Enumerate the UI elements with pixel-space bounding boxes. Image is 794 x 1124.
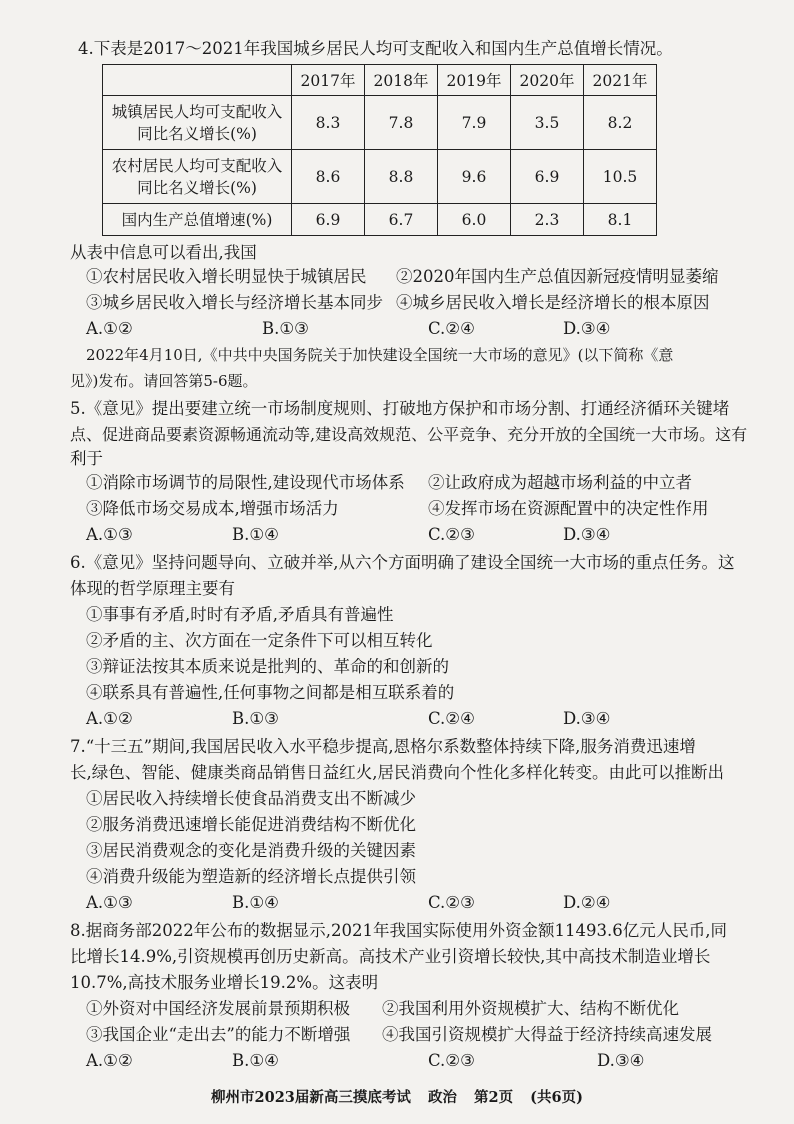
table-cell: 6.9 — [511, 150, 584, 204]
q4-choice-b: B.①③ — [262, 319, 309, 338]
footer-subject: 政治 — [427, 1089, 457, 1106]
footer-page-number: 第2页 — [474, 1089, 514, 1106]
q5-choice-b: B.①④ — [232, 525, 279, 544]
row-label-line: 同比名义增长(%) — [137, 178, 257, 197]
q8-choice-b: B.①④ — [232, 1051, 279, 1070]
q7-choice-b: B.①④ — [232, 893, 279, 912]
table-cell: 8.8 — [365, 150, 438, 204]
table-cell: 9.6 — [438, 150, 511, 204]
table-row — [103, 96, 657, 150]
q6-item-3: ③辩证法按其本质来说是批判的、革命的和创新的 — [86, 657, 449, 676]
q5-stem-line1: 5.《意见》提出要建立统一市场制度规则、打破地方保护和市场分割、打通经济循环关键堵 — [70, 399, 730, 418]
q6-stem-line2: 体现的哲学原理主要有 — [70, 579, 235, 598]
table-row — [103, 150, 657, 204]
table-row-label — [103, 204, 292, 236]
q7-choice-a: A.①③ — [86, 893, 133, 912]
q6-item-4: ④联系具有普遍性,任何事物之间都是相互联系着的 — [86, 683, 455, 702]
q4-income-table — [102, 64, 657, 236]
table-cell: 8.2 — [584, 96, 657, 150]
row-label-line: 国内生产总值增速(%) — [121, 210, 273, 229]
q4-item-4: ④城乡居民收入增长是经济增长的根本原因 — [396, 293, 710, 312]
q4-item-2: ②2020年国内生产总值因新冠疫情明显萎缩 — [396, 267, 719, 286]
q8-stem-line3: 10.7%,高技术服务业增长19.2%。这表明 — [70, 973, 379, 992]
table-header-cell: 2017年 — [292, 65, 365, 96]
q5-stem-line2: 点、促进商品要素资源畅通流动等,建设高效规范、公平竞争、充分开放的全国统一大市场。这有 — [70, 425, 748, 444]
q4-choice-a: A.①② — [86, 319, 133, 338]
q4-choice-d: D.③④ — [563, 319, 611, 338]
q8-stem-line2: 比增长14.9%,引资规模再创历史新高。高技术产业引资增长较快,其中高技术制造业增长 — [70, 947, 711, 966]
q7-stem-line1: 7.“十三五”期间,我国居民收入水平稳步提高,恩格尔系数整体持续下降,服务消费迅速增 — [70, 737, 696, 756]
table-row-label — [103, 150, 292, 204]
q7-item-4: ④消费升级能为塑造新的经济增长点提供引领 — [86, 867, 416, 886]
q7-item-1: ①居民收入持续增长使食品消费支出不断减少 — [86, 789, 416, 808]
table-cell: 3.5 — [511, 96, 584, 150]
row-label-line: 城镇居民人均可支配收入 — [111, 102, 283, 121]
q7-stem-line2: 长,绿色、智能、健康类商品销售日益红火,居民消费向个性化多样化转变。由此可以推断出 — [70, 763, 724, 782]
q5-stem-line3: 利于 — [70, 449, 103, 468]
intro-5-6-line2: 见》)发布。请回答第5-6题。 — [70, 372, 258, 390]
table-cell: 6.9 — [292, 204, 365, 236]
footer-total-pages: (共6页) — [530, 1089, 583, 1106]
q6-choice-c: C.②④ — [428, 709, 475, 728]
table-header-cell: 2019年 — [438, 65, 511, 96]
footer-exam-title: 柳州市2023届新高三摸底考试 — [211, 1089, 411, 1106]
q7-choice-d: D.②④ — [563, 893, 611, 912]
q5-choice-a: A.①③ — [86, 525, 133, 544]
table-cell: 7.9 — [438, 96, 511, 150]
table-cell: 2.3 — [511, 204, 584, 236]
row-label-line: 农村居民人均可支配收入 — [111, 156, 283, 175]
q5-item-3: ③降低市场交易成本,增强市场活力 — [86, 499, 339, 518]
table-header-row — [103, 65, 657, 96]
q6-stem-line1: 6.《意见》坚持问题导向、立破并举,从六个方面明确了建设全国统一大市场的重点任务。这 — [70, 553, 735, 572]
q8-item-3: ③我国企业“走出去”的能力不断增强 — [86, 1025, 351, 1044]
q4-item-1: ①农村居民收入增长明显快于城镇居民 — [86, 267, 367, 286]
table-cell: 7.8 — [365, 96, 438, 150]
q8-choice-c: C.②③ — [428, 1051, 475, 1070]
q8-choice-d: D.③④ — [597, 1051, 645, 1070]
q4-item-3: ③城乡居民收入增长与经济增长基本同步 — [86, 293, 383, 312]
page-footer — [0, 1086, 794, 1107]
table-row — [103, 204, 657, 236]
q8-item-2: ②我国利用外资规模扩大、结构不断优化 — [382, 999, 679, 1018]
q5-choice-c: C.②③ — [428, 525, 475, 544]
q7-choice-c: C.②③ — [428, 893, 475, 912]
table-cell: 8.1 — [584, 204, 657, 236]
q4-choice-c: C.②④ — [428, 319, 475, 338]
table-header-cell: 2021年 — [584, 65, 657, 96]
q4-lead: 从表中信息可以看出,我国 — [70, 243, 257, 262]
table-cell: 8.6 — [292, 150, 365, 204]
q8-stem-line1: 8.据商务部2022年公布的数据显示,2021年我国实际使用外资金额11493.6亿元人民币,同 — [70, 921, 727, 940]
q7-item-3: ③居民消费观念的变化是消费升级的关键因素 — [86, 841, 416, 860]
row-label-line: 同比名义增长(%) — [137, 124, 257, 143]
table-cell: 6.7 — [365, 204, 438, 236]
q5-choice-d: D.③④ — [563, 525, 611, 544]
q6-choice-d: D.③④ — [563, 709, 611, 728]
q7-item-2: ②服务消费迅速增长能促进消费结构不断优化 — [86, 815, 416, 834]
table-cell: 6.0 — [438, 204, 511, 236]
q8-choice-a: A.①② — [86, 1051, 133, 1070]
q8-item-1: ①外资对中国经济发展前景预期积极 — [86, 999, 350, 1018]
table-cell: 8.3 — [292, 96, 365, 150]
q5-item-1: ①消除市场调节的局限性,建设现代市场体系 — [86, 473, 405, 492]
table-cell: 10.5 — [584, 150, 657, 204]
q6-choice-a: A.①② — [86, 709, 133, 728]
table-header-cell: 2018年 — [365, 65, 438, 96]
q4-stem: 4.下表是2017～2021年我国城乡居民人均可支配收入和国内生产总值增长情况。 — [78, 39, 673, 58]
q5-item-4: ④发挥市场在资源配置中的决定性作用 — [428, 499, 709, 518]
q6-choice-b: B.①③ — [232, 709, 279, 728]
table-corner-cell — [103, 65, 292, 96]
q5-item-2: ②让政府成为超越市场利益的中立者 — [428, 473, 692, 492]
q6-item-2: ②矛盾的主、次方面在一定条件下可以相互转化 — [86, 631, 433, 650]
q6-item-1: ①事事有矛盾,时时有矛盾,矛盾具有普遍性 — [86, 605, 394, 624]
table-row-label — [103, 96, 292, 150]
table-header-cell: 2020年 — [511, 65, 584, 96]
intro-5-6-line1: 2022年4月10日,《中共中央国务院关于加快建设全国统一大市场的意见》(以下简称《意 — [86, 346, 674, 364]
q8-item-4: ④我国引资规模扩大得益于经济持续高速发展 — [382, 1025, 712, 1044]
